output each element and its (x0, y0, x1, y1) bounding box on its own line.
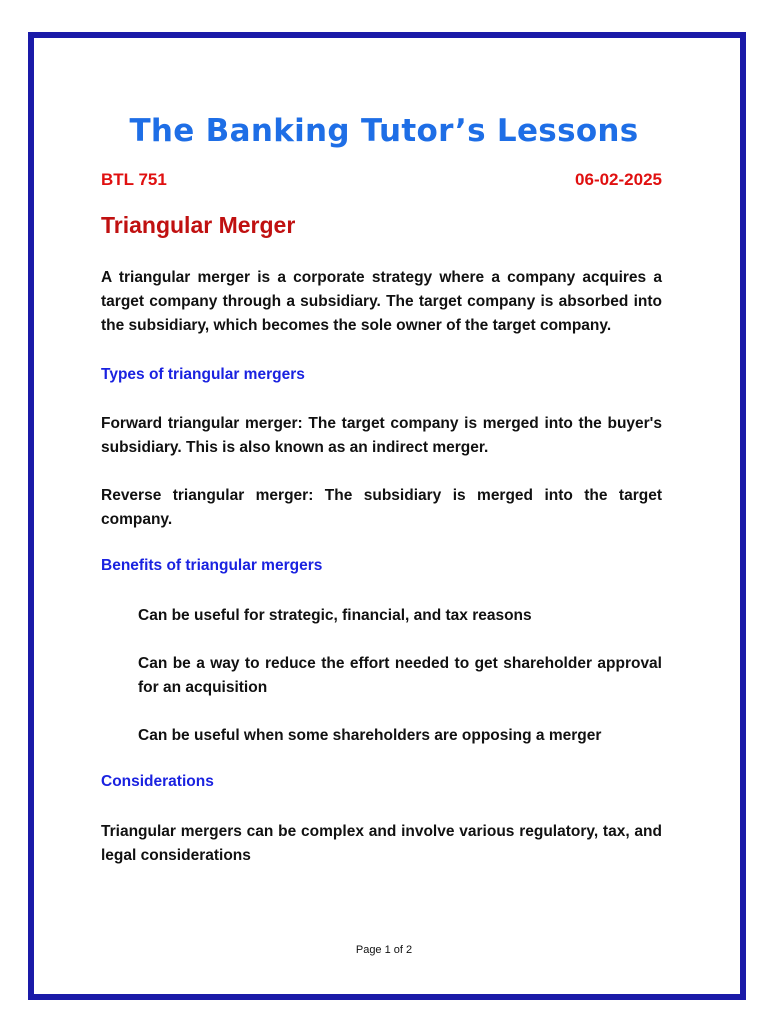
lesson-date: 06-02-2025 (575, 170, 662, 189)
lesson-code: BTL 751 (101, 170, 167, 189)
benefit-item: Can be a way to reduce the effort needed to get shareholder approval for an acquisition (138, 655, 662, 696)
forward-paragraph: Forward triangular merger: The target company is merged into the buyer's subsidiary. This is also known as an indirect merger. (101, 415, 662, 456)
reverse-paragraph: Reverse triangular merger: The subsidiary is merged into the target company. (101, 487, 662, 528)
page-number: Page 1 of 2 (355, 944, 413, 956)
benefit-item: Can be useful for strategic, financial, and tax reasons (138, 607, 532, 624)
considerations-paragraph: Triangular mergers can be complex and involve various regulatory, tax, and legal considerations (101, 823, 662, 864)
page-title: The Banking Tutor’s Lessons (129, 113, 639, 149)
intro-paragraph: A triangular merger is a corporate strategy where a company acquires a target company through a subsidiary. The target company is absorbed into the subsidiary, which becomes the sole owner of the target company. (101, 269, 662, 334)
types-heading: Types of triangular mergers (101, 366, 305, 383)
article-heading: Triangular Merger (101, 212, 296, 238)
considerations-heading: Considerations (101, 773, 214, 790)
meta-row (101, 170, 662, 190)
benefit-item: Can be useful when some shareholders are opposing a merger (138, 727, 602, 744)
benefits-heading: Benefits of triangular mergers (101, 557, 323, 574)
